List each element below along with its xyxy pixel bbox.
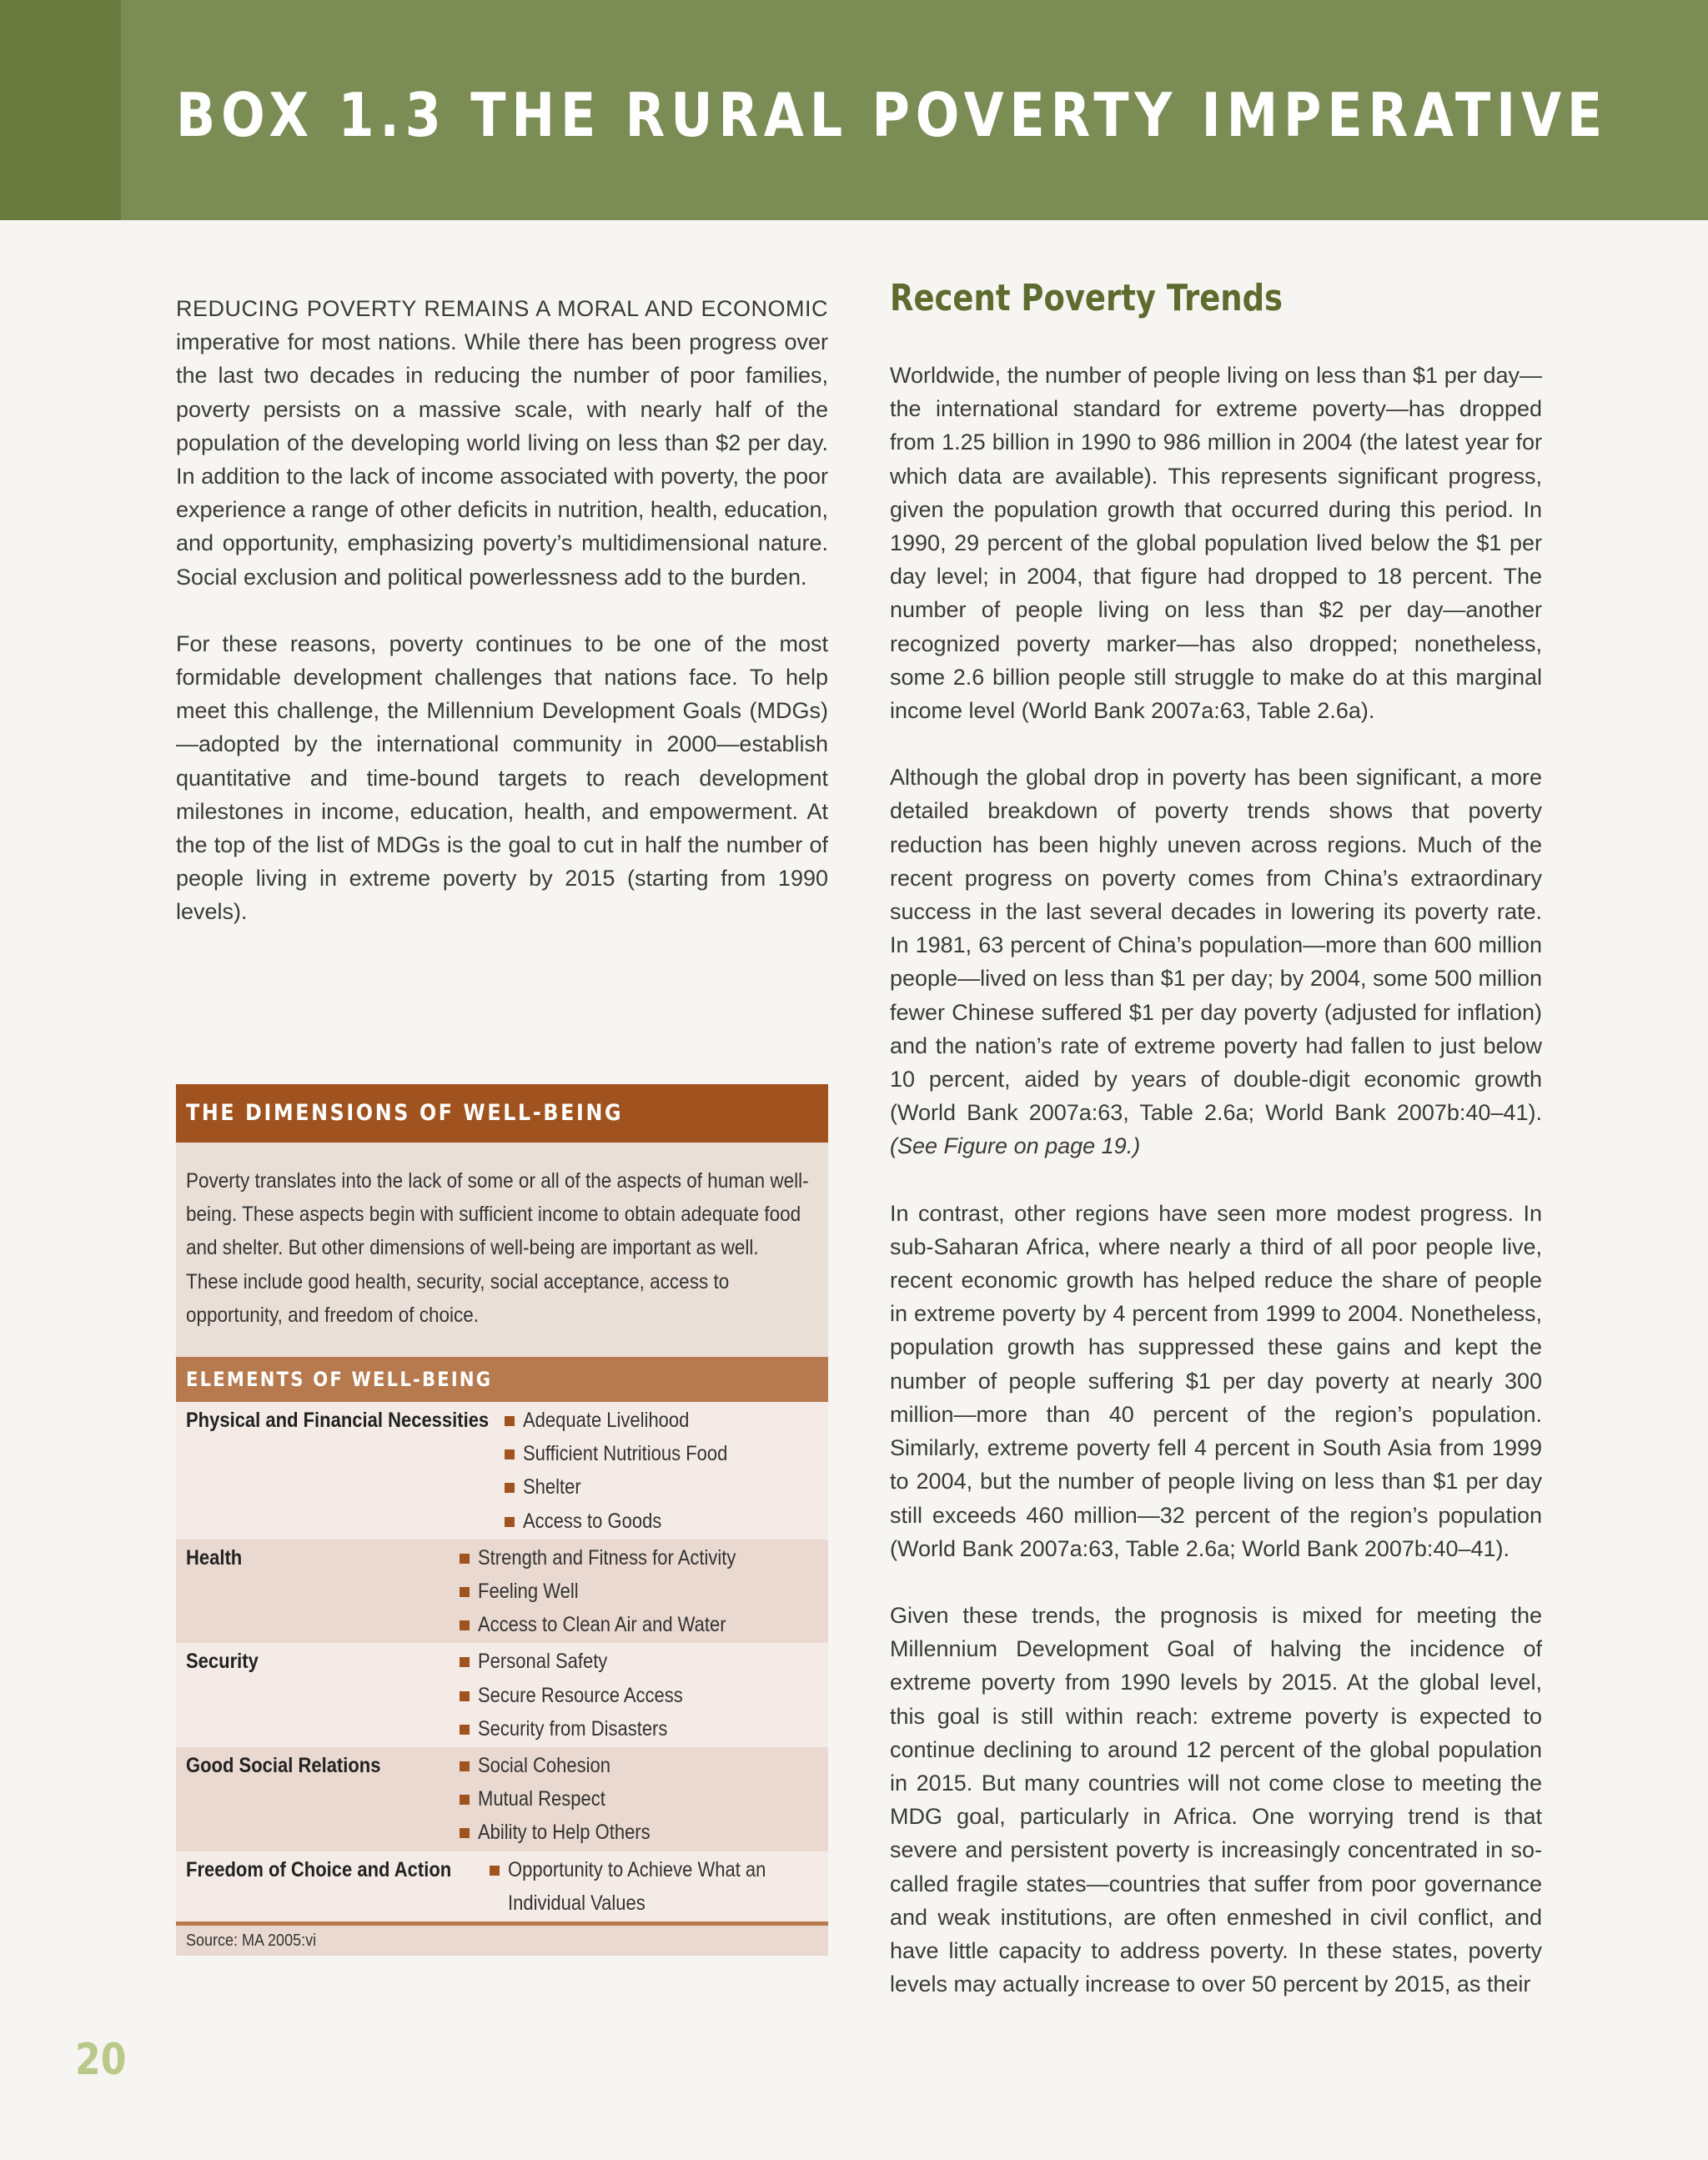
list-item: Access to Goods <box>503 1504 873 1538</box>
list-item: Adequate Livelihood <box>503 1404 873 1437</box>
section-heading: Recent Poverty Trends <box>890 277 1284 319</box>
category-label: Health <box>186 1545 243 1570</box>
table-row <box>176 1747 828 1851</box>
square-bullet-icon <box>460 1691 470 1701</box>
table-row <box>176 1402 828 1540</box>
list-item: Social Cohesion <box>458 1749 828 1782</box>
square-bullet-icon <box>505 1517 515 1527</box>
category-label: Physical and Financial Necessities <box>186 1409 490 1433</box>
box-title: BOX 1.3 THE RURAL POVERTY IMPERATIVE <box>176 80 1609 150</box>
trends-paragraph-4: Given these trends, the prognosis is mixed for meeting the Millennium Development Goal of halving the incidence of extreme poverty from 1990 levels by 2015. At the global level, this goal is still within reach: extreme poverty is expected to continue declining to around 12 percent of the global population in 2015. But many countries will not come close to meeting the MDG goal, particularly in Africa. One worrying trend is that severe and persistent poverty is increasingly concentrated in so-called fragile states—countries that suffer from poor governance and weak institutions, are often enmeshed in civil conflict, and have little capacity to address poverty. In these states, poverty levels may actually increase to over 50 percent by 2015, as their <box>890 1602 1542 1997</box>
category-label: Freedom of Choice and Action <box>186 1857 452 1881</box>
intro-paragraph <box>176 292 828 594</box>
list-item: Access to Clean Air and Water <box>458 1608 828 1641</box>
list-item: Security from Disasters <box>458 1712 828 1746</box>
mdg-paragraph: For these reasons, poverty continues to be one of the most formidable development challenges that nations face. To help meet this challenge, the Millennium Development Goals (MDGs)—adopted by the international community in 2000—establish quantitative and time-bound targets to reach development milestones in income, education, health, and empowerment. At the top of the list of MDGs is the goal to cut in half the number of people living in extreme poverty by 2015 (starting from 1990 levels). <box>176 630 828 925</box>
sidebar-intro: Poverty translates into the lack of some or all of the aspects of human well-being. These aspects begin with sufficient income to obtain adequate food and shelter. But other dimensions of well-being are important as well. These include good health, security, social acceptance, access to opportunity, and freedom of choice. <box>176 1143 828 1357</box>
elements-table <box>176 1402 828 1921</box>
table-row <box>176 1643 828 1747</box>
page-header <box>0 0 1708 220</box>
sidebar-title: THE DIMENSIONS OF WELL-BEING <box>176 1084 828 1143</box>
table-row <box>176 1851 828 1921</box>
category-label: Security <box>186 1650 259 1674</box>
category-label: Good Social Relations <box>186 1754 381 1778</box>
square-bullet-icon <box>490 1866 500 1876</box>
list-item: Opportunity to Achieve What an Individual Values <box>488 1853 858 1920</box>
square-bullet-icon <box>505 1483 515 1493</box>
list-item: Ability to Help Others <box>458 1816 828 1849</box>
element-list <box>458 1541 828 1642</box>
square-bullet-icon <box>505 1449 515 1459</box>
sidebar-source: Source: MA 2005:vi <box>176 1926 828 1956</box>
element-list <box>458 1749 828 1850</box>
left-column <box>176 292 828 962</box>
square-bullet-icon <box>460 1795 470 1805</box>
trends-paragraph-2: Although the global drop in poverty has been significant, a more detailed breakdown of poverty trends shows that poverty reduction has been highly uneven across regions. Much of the recent progress on poverty comes from China’s extraordinary success in the last several decades in lowering its poverty rate. In 1981, 63 percent of China’s population—more than 600 million people—lived on less than $1 per day; by 2004, some 500 million fewer Chinese suffered $1 per day poverty (adjusted for inflation) and the nation’s rate of extreme poverty had fallen to just below 10 percent, aided by years of double-digit economic growth (World Bank 2007a:63, Table 2.6a; World Bank 2007b:40–41). (See Figure on page 19.) <box>890 765 1542 1159</box>
figure-reference: (See Figure on page 19.) <box>890 1133 1141 1159</box>
header-accent-strip <box>0 0 121 220</box>
element-list <box>458 1645 828 1746</box>
square-bullet-icon <box>460 1587 470 1597</box>
table-row <box>176 1540 828 1644</box>
square-bullet-icon <box>505 1416 515 1426</box>
list-item: Feeling Well <box>458 1575 828 1608</box>
list-item: Shelter <box>503 1470 873 1504</box>
list-item: Mutual Respect <box>458 1782 828 1816</box>
list-item: Sufficient Nutritious Food <box>503 1437 873 1470</box>
element-list <box>503 1404 873 1538</box>
trends-paragraph-1: Worldwide, the number of people living on less than $1 per day—the international standard for extreme poverty—has dropped from 1.25 billion in 1990 to 986 million in 2004 (the latest year for which data are available). This represents significant progress, given the population growth that occurred during this period. In 1990, 29 percent of the global population lived below the $1 per day level; in 2004, that figure had dropped to 18 percent. The number of people living on less than $2 per day—another recognized poverty marker—has also dropped; nonetheless, some 2.6 billion people still struggle to make do at this marginal income level (World Bank 2007a:63, Table 2.6a). <box>890 363 1542 724</box>
square-bullet-icon <box>460 1657 470 1667</box>
list-item: Strength and Fitness for Activity <box>458 1541 828 1575</box>
element-list <box>488 1853 858 1920</box>
list-item: Secure Resource Access <box>458 1679 828 1712</box>
trends-paragraph-3: In contrast, other regions have seen more modest progress. In sub-Saharan Africa, where nearly a third of all poor people live, recent economic growth has helped reduce the share of people in extreme poverty by 4 percent from 1999 to 2004. Nonetheless, population growth has suppressed these gains and kept the number of people suffering $1 per day poverty at nearly 300 million—more than 40 percent of the region’s population. Similarly, extreme poverty fell 4 percent in South Asia from 1999 to 2004, but the number of people living on less than $1 per day still exceeds 460 million—32 percent of the region’s population (World Bank 2007a:63, Table 2.6a; World Bank 2007b:40–41). <box>890 1200 1542 1561</box>
page-number: 20 <box>75 2035 127 2085</box>
square-bullet-icon <box>460 1761 470 1771</box>
square-bullet-icon <box>460 1620 470 1630</box>
right-column <box>890 359 1542 2034</box>
dimensions-sidebar <box>176 1084 828 1956</box>
intro-paragraph-text: imperative for most nations. While there has been progress over the last two decades in reducing the number of poor families, poverty persists on a massive scale, with nearly half of the population of the developing world living on less than $2 per day. In addition to the lack of income associated with poverty, the poor experience a range of other deficits in nutrition, health, education, and opportunity, emphasizing poverty’s multidimensional nature. Social exclusion and political powerlessness add to the burden. <box>176 329 828 590</box>
lead-in-caps: REDUCING POVERTY REMAINS A MORAL AND ECONOMIC <box>176 296 828 321</box>
sidebar-subtitle: ELEMENTS OF WELL-BEING <box>176 1357 828 1402</box>
square-bullet-icon <box>460 1725 470 1735</box>
square-bullet-icon <box>460 1554 470 1564</box>
list-item: Personal Safety <box>458 1645 828 1678</box>
square-bullet-icon <box>460 1828 470 1838</box>
